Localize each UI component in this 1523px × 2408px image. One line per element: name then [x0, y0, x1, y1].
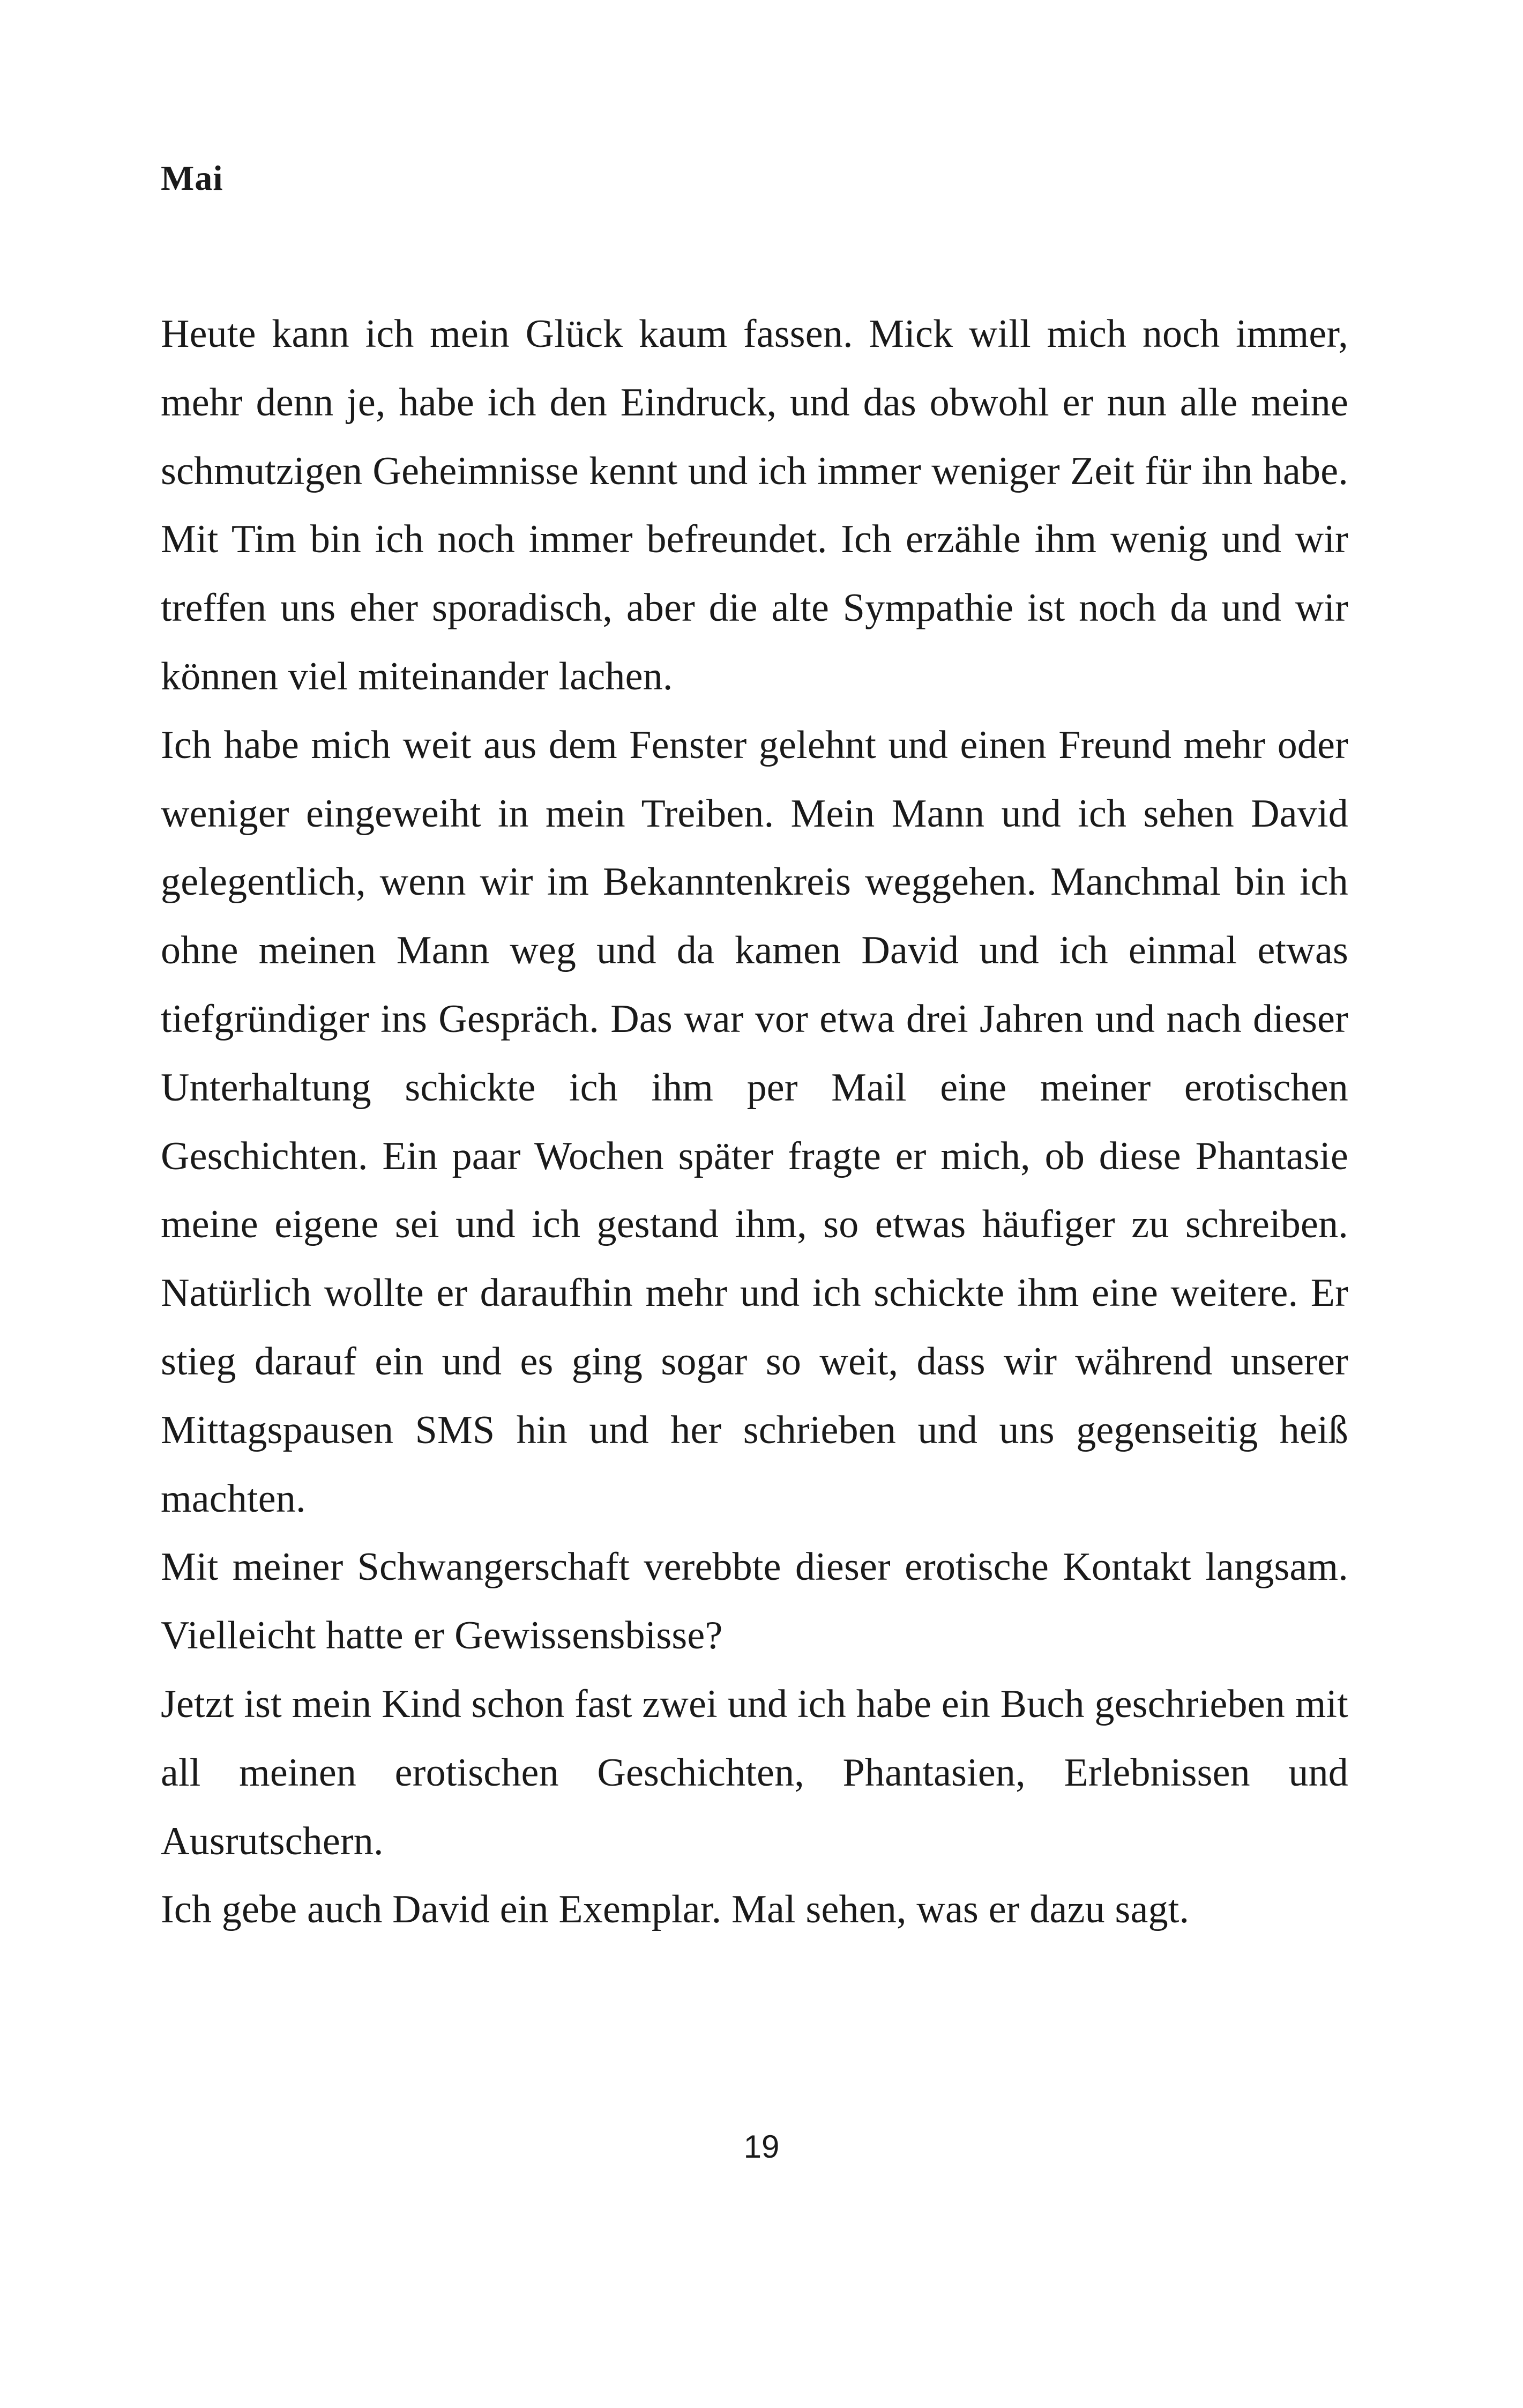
paragraph: Heute kann ich mein Glück kaum fassen. Mick will mich noch immer, mehr denn je, habe ich den Eindruck, und das obwohl er nun alle meine schmutzigen Geheimnisse kennt und ich immer weniger Zeit für ihn habe. Mit Tim bin ich noch immer befreundet. Ich erzähle ihm wenig und wir treffen uns eher sporadisch, aber die alte Sympathie ist noch da und wir können viel miteinander lachen. [161, 312, 1348, 698]
paragraph: Ich habe mich weit aus dem Fenster gelehnt und einen Freund mehr oder weniger eingeweiht in mein Treiben. Mein Mann und ich sehen David gelegentlich, wenn wir im Bekanntenkreis weggehen. Manchmal bin ich ohne meinen Mann weg und da kamen David und ich einmal etwas tiefgründiger ins Gespräch. Das war vor etwa drei Jahren und nach dieser Unterhaltung schickte ich ihm per Mail eine meiner erotischen Geschichten. Ein paar Wochen später fragte er mich, ob diese Phantasie meine eigene sei und ich gestand ihm, so etwas häufiger zu schreiben. Natürlich wollte er daraufhin mehr und ich schickte ihm eine weitere. Er stieg darauf ein und es ging sogar so weit, dass wir während unserer Mittagspausen SMS hin und her schrieben und uns gegenseitig heiß machten. [161, 723, 1348, 1521]
paragraph: Mit meiner Schwangerschaft verebbte dieser erotische Kontakt langsam. Vielleicht hatte er Gewissensbisse? [161, 1545, 1348, 1658]
paragraph: Ich gebe auch David ein Exemplar. Mal sehen, was er dazu sagt. [161, 1887, 1190, 1932]
chapter-title: Mai [161, 159, 223, 198]
body-text [161, 300, 1348, 1944]
page-number: 19 [743, 2129, 780, 2165]
paragraph: Jetzt ist mein Kind schon fast zwei und ich habe ein Buch geschrieben mit all meinen erotischen Geschichten, Phantasien, Erlebnissen und Ausrutschern. [161, 1682, 1348, 1863]
